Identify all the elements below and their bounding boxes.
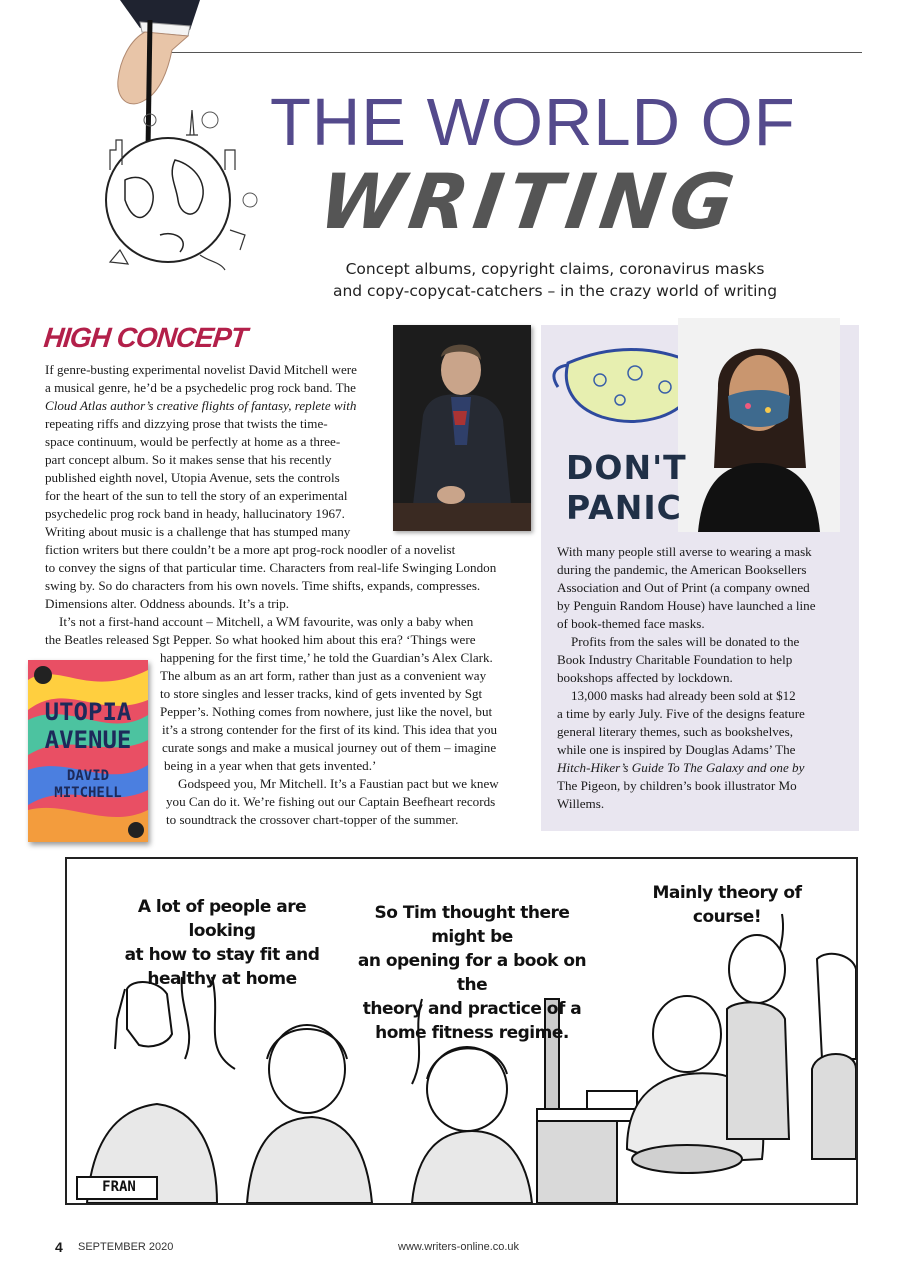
- book-title-line: UTOPIA: [44, 698, 132, 726]
- body-line: of book-themed face masks.: [557, 616, 705, 631]
- dont-panic-heading: [566, 448, 687, 528]
- body-line: during the pandemic, the American Booksellers: [557, 562, 807, 577]
- body-line: to store singles and lesser tracks, kind of gets invented by Sgt: [160, 686, 483, 701]
- subtitle: [300, 258, 810, 302]
- body-line: fiction writers but there couldn’t be a more apt prog-rock noodler of a novelist: [45, 542, 456, 557]
- book-author-line: DAVID: [66, 768, 110, 784]
- body-line: The Pigeon, by children’s book illustrator Mo: [557, 778, 797, 793]
- body-line: Pepper’s. Nothing comes from nowhere, just like the novel, but: [160, 704, 493, 719]
- body-line: Dimensions alter. Oddness abounds. It’s a trip.: [45, 596, 290, 611]
- author-photo: [393, 325, 531, 531]
- speech-bubble-1: [112, 895, 332, 991]
- page-number: 4: [55, 1239, 63, 1255]
- body-line: a musical genre, he’d be a psychedelic prog rock band. The: [45, 380, 356, 395]
- body-line: being in a year when that gets invented.’: [164, 758, 377, 773]
- body-line: the Beatles released Sgt Pepper. So what hooked him about this era? ‘Things were: [45, 632, 476, 647]
- book-author: [28, 768, 148, 802]
- body-line: Godspeed you, Mr Mitchell. It’s a Faustian pact but we knew: [178, 776, 499, 791]
- body-line: to convey the signs of that particular time. Characters from real-life Swinging London: [45, 560, 497, 575]
- bubble-line: home fitness regime.: [375, 1023, 569, 1043]
- woman-wearing-mask-photo: [678, 318, 840, 532]
- book-title: [28, 698, 148, 754]
- dont-panic-heading-line: DON'T: [566, 448, 687, 487]
- bubble-line: healthy at home: [147, 969, 297, 989]
- high-concept-heading: HIGH CONCEPT: [42, 322, 249, 353]
- author-figure: [393, 325, 531, 531]
- body-line: for the heart of the sun to tell the story of an experimental: [45, 488, 348, 503]
- speech-bubble-3: Mainly theory of course!: [652, 883, 802, 927]
- bubble-line: A lot of people are looking: [137, 897, 307, 941]
- title-line-1: THE WORLD OF: [270, 85, 796, 160]
- issue-date: SEPTEMBER 2020: [78, 1241, 174, 1253]
- body-line: by Penguin Random House) have launched a line: [557, 598, 816, 613]
- body-line: while one is inspired by Douglas Adams’ The: [557, 742, 796, 757]
- body-line: 13,000 masks had already been sold at $12: [571, 688, 796, 703]
- body-line: Association and Out of Print (a company owned: [557, 580, 810, 595]
- body-line: published eighth novel, Utopia Avenue, sets the controls: [45, 470, 340, 485]
- body-line: curate songs and make a musical journey out of them – imagine: [162, 740, 497, 755]
- bubble-line: at how to stay fit and: [124, 945, 320, 965]
- cartoonist-signature: FRAN: [102, 1179, 136, 1195]
- body-line: Hitch-Hiker’s Guide To The Galaxy and one by: [557, 760, 805, 775]
- speech-bubble-2: [352, 901, 592, 1045]
- website-url: www.writers-online.co.uk: [398, 1241, 520, 1253]
- body-line: Book Industry Charitable Foundation to help: [557, 652, 793, 667]
- bubble-line: theory and practice of a: [362, 999, 582, 1019]
- bubble-line: an opening for a book on the: [357, 951, 587, 995]
- book-title-line: AVENUE: [44, 726, 132, 754]
- body-line: a time by early July. Five of the designs feature: [557, 706, 805, 721]
- bubble-line: So Tim thought there might be: [374, 903, 570, 947]
- book-cover-utopia-avenue: [28, 660, 148, 842]
- body-line: you Can do it. We’re fishing out our Captain Beefheart records: [166, 794, 496, 809]
- body-line: to soundtrack the crossover chart-topper of the summer.: [166, 812, 459, 827]
- body-line: Cloud Atlas author’s creative flights of fantasy, replete with: [45, 398, 357, 413]
- body-line: space continuum, would be perfectly at home as a three-: [45, 434, 341, 449]
- body-line: swing by. So do characters from his own novels. Time shifts, expands, compresses.: [45, 578, 481, 593]
- body-line: Profits from the sales will be donated to the: [571, 634, 800, 649]
- body-line: repeating riffs and dizzying prose that twists the time-: [45, 416, 328, 431]
- body-line: Willems.: [557, 796, 605, 811]
- book-author-line: MITCHELL: [54, 785, 122, 801]
- body-line: part concept album. So it makes sense that his recently: [45, 452, 332, 467]
- globe-illustration: [50, 0, 270, 290]
- body-line: If genre-busting experimental novelist David Mitchell were: [45, 362, 357, 377]
- dont-panic-heading-line: PANIC: [566, 488, 682, 527]
- title-line-2: WRITING: [313, 157, 746, 246]
- body-line: general literary themes, such as bookshelves,: [557, 724, 793, 739]
- body-line: The album as an art form, rather than just as a convenient way: [160, 668, 487, 683]
- body-line: happening for the first time,’ he told the Guardian’s Alex Clark.: [160, 650, 493, 665]
- body-line: Writing about music is a challenge that has stumped many: [45, 524, 351, 539]
- body-line: it’s a strong contender for the first of its kind. This idea that you: [162, 722, 498, 737]
- cartoon-panel: [65, 857, 858, 1205]
- body-line: With many people still averse to wearing a mask: [557, 544, 812, 559]
- body-line: bookshops affected by lockdown.: [557, 670, 733, 685]
- subtitle-line: Concept albums, copyright claims, coronavirus masks: [345, 260, 765, 278]
- body-line: It’s not a first-hand account – Mitchell, a WM favourite, was only a baby when: [59, 614, 474, 629]
- body-line: psychedelic prog rock band in heady, hallucinatory 1967.: [45, 506, 345, 521]
- subtitle-line: and copy-copycat-catchers – in the crazy world of writing: [332, 282, 778, 300]
